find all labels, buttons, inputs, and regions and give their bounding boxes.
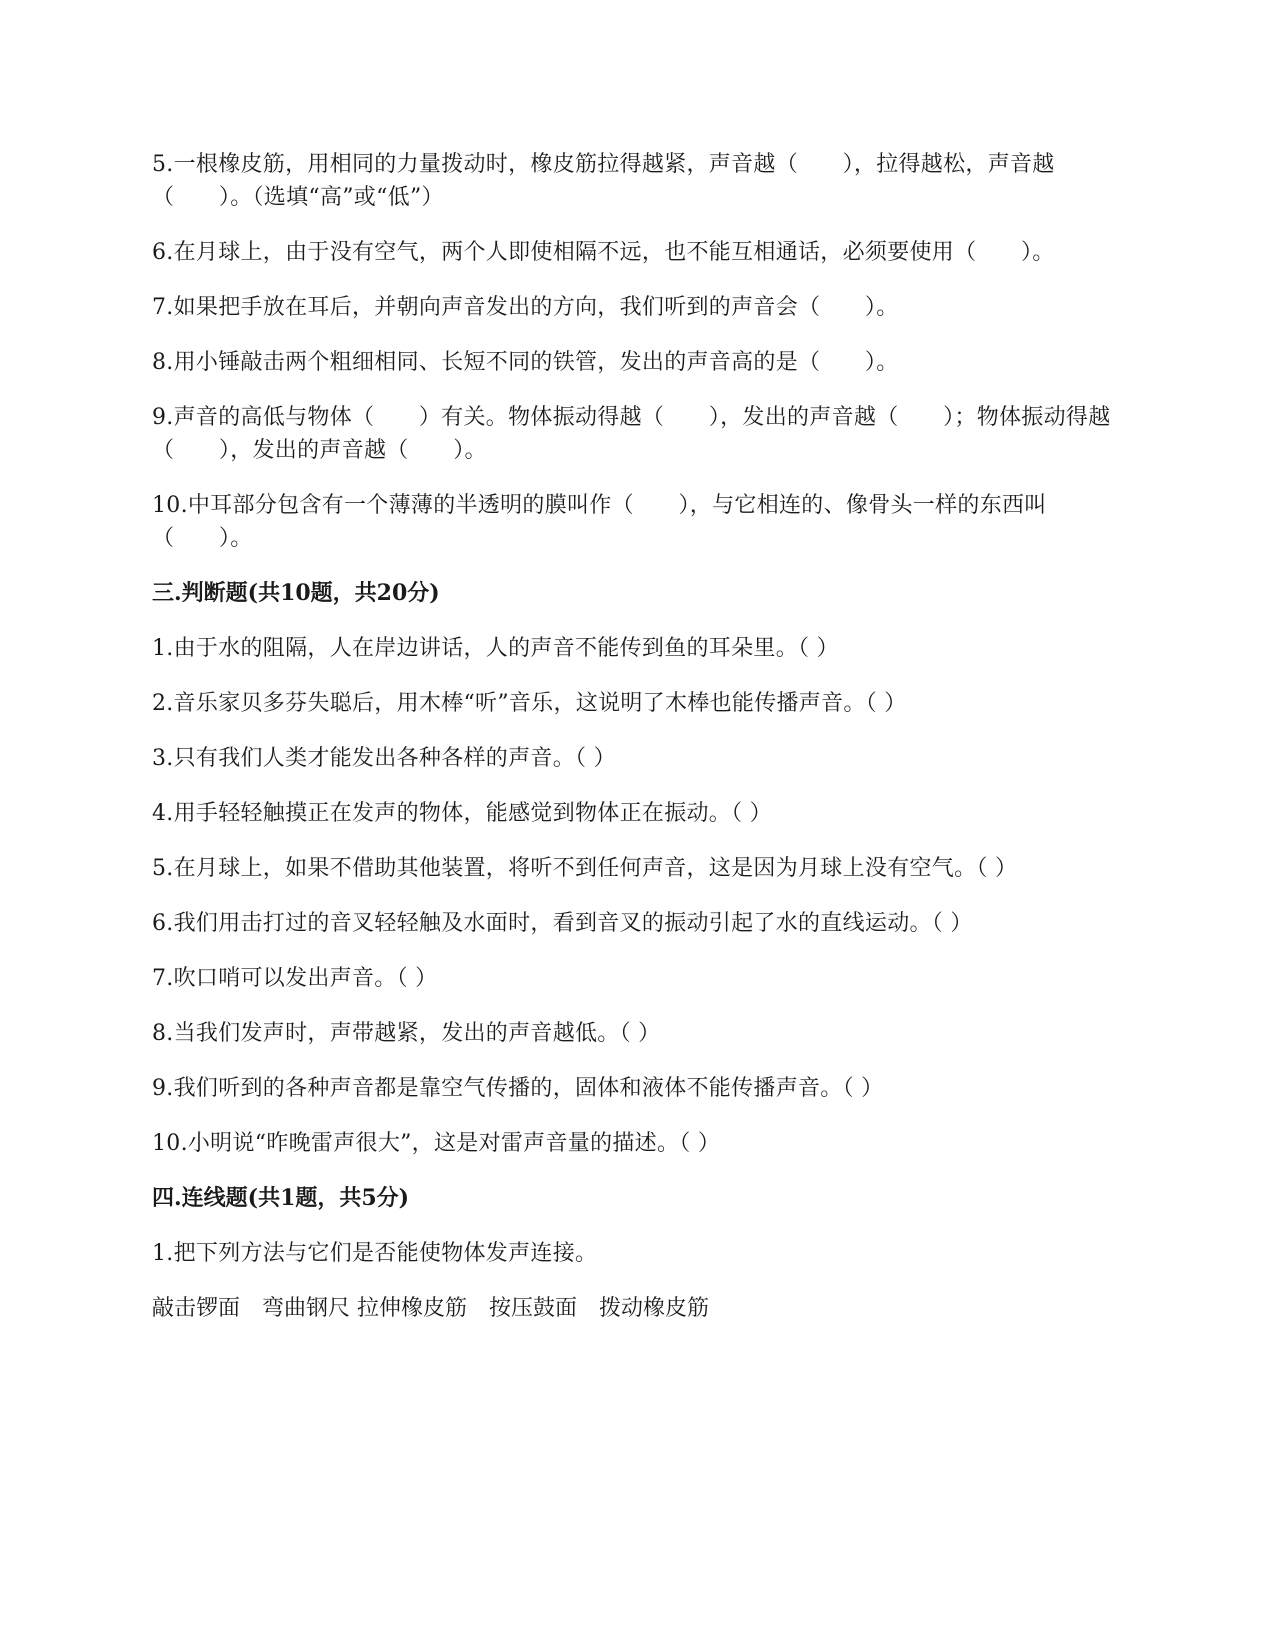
fill-blank-question-9: 9.声音的高低与物体（ ）有关。物体振动得越（ ），发出的声音越（ ）；物体振动得越（ ），发出的声音越（ ）。	[152, 405, 1111, 463]
judgment-question-6: 6.我们用击打过的音叉轻轻触及水面时，看到音叉的振动引起了水的直线运动。（ ）	[152, 911, 973, 936]
judgment-question-8: 8.当我们发声时，声带越紧，发出的声音越低。（ ）	[152, 1021, 661, 1046]
matching-options: 敲击锣面 弯曲钢尺 拉伸橡皮筋 按压鼓面 拨动橡皮筋	[152, 1296, 709, 1321]
section-heading-judgment: 三.判断题(共10题，共20分)	[152, 580, 440, 606]
judgment-question-1: 1.由于水的阻隔，人在岸边讲话，人的声音不能传到鱼的耳朵里。（ ）	[152, 636, 839, 661]
judgment-question-2: 2.音乐家贝多芬失聪后，用木棒“听”音乐，这说明了木棒也能传播声音。（ ）	[152, 691, 907, 716]
fill-blank-question-6: 6.在月球上，由于没有空气，两个人即使相隔不远，也不能互相通话，必须要使用（ ）。	[152, 240, 1055, 265]
section-heading-matching: 四.连线题(共1题，共5分)	[152, 1185, 410, 1211]
judgment-question-10: 10.小明说“昨晚雷声很大”，这是对雷声音量的描述。（ ）	[152, 1131, 721, 1156]
matching-question-1: 1.把下列方法与它们是否能使物体发声连接。	[152, 1241, 598, 1266]
judgment-question-7: 7.吹口哨可以发出声音。（ ）	[152, 966, 438, 991]
fill-blank-question-5: 5.一根橡皮筋，用相同的力量拨动时，橡皮筋拉得越紧，声音越（ ），拉得越松，声音越（ ）。（选填“高”或“低”）	[152, 152, 1055, 210]
judgment-question-3: 3.只有我们人类才能发出各种各样的声音。（ ）	[152, 746, 616, 771]
fill-blank-question-10: 10.中耳部分包含有一个薄薄的半透明的膜叫作（ ），与它相连的、像骨头一样的东西叫（ ）。	[152, 493, 1047, 551]
judgment-question-9: 9.我们听到的各种声音都是靠空气传播的，固体和液体不能传播声音。（ ）	[152, 1076, 884, 1101]
fill-blank-question-7: 7.如果把手放在耳后，并朝向声音发出的方向，我们听到的声音会（ ）。	[152, 295, 899, 320]
fill-blank-question-8: 8.用小锤敲击两个粗细相同、长短不同的铁管，发出的声音高的是（ ）。	[152, 350, 899, 375]
judgment-question-4: 4.用手轻轻触摸正在发声的物体，能感觉到物体正在振动。（ ）	[152, 801, 772, 826]
judgment-question-5: 5.在月球上，如果不借助其他装置，将听不到任何声音，这是因为月球上没有空气。（ ）	[152, 856, 1018, 881]
exam-page	[152, 148, 1132, 1325]
